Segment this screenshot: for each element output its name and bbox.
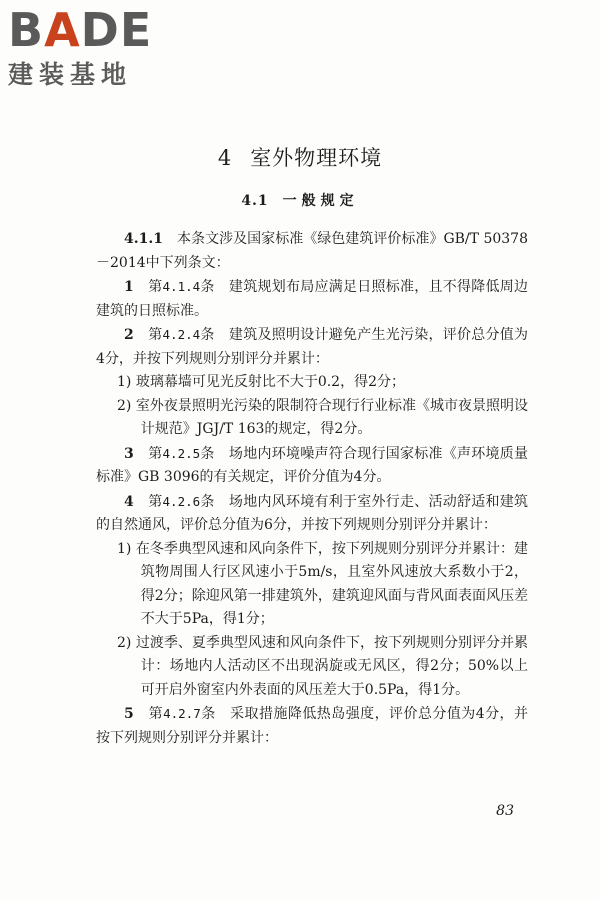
section-title-text: 一般规定 <box>282 193 359 209</box>
article-code: 4.2.5 <box>162 445 201 461</box>
logo-letter-a: A <box>44 3 81 57</box>
item-prefix: 第 <box>148 706 164 722</box>
sub-item-text: 室外夜景照明光污染的限制符合现行行业标准《城市夜景照明设计规范》JGJ/T 163的规定，得2分。 <box>135 397 529 437</box>
item-label: 2 <box>124 327 134 343</box>
sub-item-label: 1) <box>117 540 132 557</box>
article-code: 4.2.6 <box>162 493 201 509</box>
logo-subtitle: 建装基地 <box>8 60 133 89</box>
body-text <box>96 228 528 750</box>
clause-paragraph <box>96 228 528 275</box>
sub-item-label: 2) <box>117 634 132 651</box>
clause-text: 本条文涉及国家标准《绿色建筑评价标准》GB/T 50378－2014中下列条文： <box>96 231 528 271</box>
item-text: 条 建筑规划布局应满足日照标准，且不得降低周边建筑的日照标准。 <box>96 279 529 319</box>
item-text: 条 采取措施降低热岛强度，评价总分值为4分，并按下列规则分别评分并累计： <box>96 706 529 746</box>
list-item <box>96 490 528 538</box>
sub-item-label: 1) <box>117 374 132 390</box>
page-number: 83 <box>496 803 514 819</box>
article-code: 4.2.7 <box>163 706 201 721</box>
item-text: 条 场地内环境噪声符合现行国家标准《声环境质量标准》GB 3096的有关规定，评价分值为4分。 <box>96 445 529 485</box>
logo-letter-b: B <box>8 3 45 57</box>
item-prefix: 第 <box>148 493 163 510</box>
sub-item-text: 在冬季典型风速和风向条件下，按下列规则分别评分并累计：建筑物周围人行区风速小于5m/s，且室外风速放大系数小于2，得2分；除迎风第一排建筑外，建筑迎风面与背风面表面风压差不大于5Pa，得1分； <box>135 540 529 627</box>
item-prefix: 第 <box>148 445 163 462</box>
sub-item-text: 过渡季、夏季典型风速和风向条件下，按下列规则分别评分并累计：场地内人活动区不出现涡旋或无风区，得2分；50%以上可开启外窗室内外表面的风压差大于0.5Pa，得1分。 <box>135 634 529 698</box>
item-prefix: 第 <box>148 327 163 343</box>
list-item <box>96 702 528 750</box>
article-code: 4.1.4 <box>162 279 201 294</box>
item-prefix: 第 <box>148 279 163 295</box>
chapter-title <box>0 142 600 172</box>
article-code: 4.2.4 <box>162 327 201 342</box>
sub-item <box>96 538 528 632</box>
section-title <box>0 190 600 210</box>
list-item <box>96 323 528 371</box>
item-label: 1 <box>124 279 134 295</box>
sub-item <box>96 395 528 442</box>
item-text: 条 建筑及照明设计避免产生光污染，评价总分值为4分，并按下列规则分别评分并累计： <box>96 327 529 367</box>
list-item <box>96 275 528 323</box>
logo-letters-de: DE <box>80 3 153 57</box>
chapter-title-text: 室外物理环境 <box>250 146 383 170</box>
item-text: 条 场地内风环境有利于室外行走、活动舒适和建筑的自然通风，评价总分值为6分，并按下列规则分别评分并累计： <box>96 493 529 533</box>
logo-wordmark <box>8 4 152 56</box>
sub-item <box>96 371 528 395</box>
list-item <box>96 442 528 490</box>
chapter-number: 4 <box>217 146 233 170</box>
item-label: 3 <box>124 445 134 462</box>
sub-item <box>96 632 528 703</box>
sub-item-label: 2) <box>117 397 132 414</box>
item-label: 5 <box>124 706 134 722</box>
sub-item-text: 玻璃幕墙可见光反射比不大于0.2，得2分； <box>135 374 405 390</box>
item-label: 4 <box>124 493 134 510</box>
clause-number: 4.1.1 <box>124 231 163 247</box>
section-number: 4.1 <box>241 193 269 209</box>
brand-logo <box>8 4 152 90</box>
